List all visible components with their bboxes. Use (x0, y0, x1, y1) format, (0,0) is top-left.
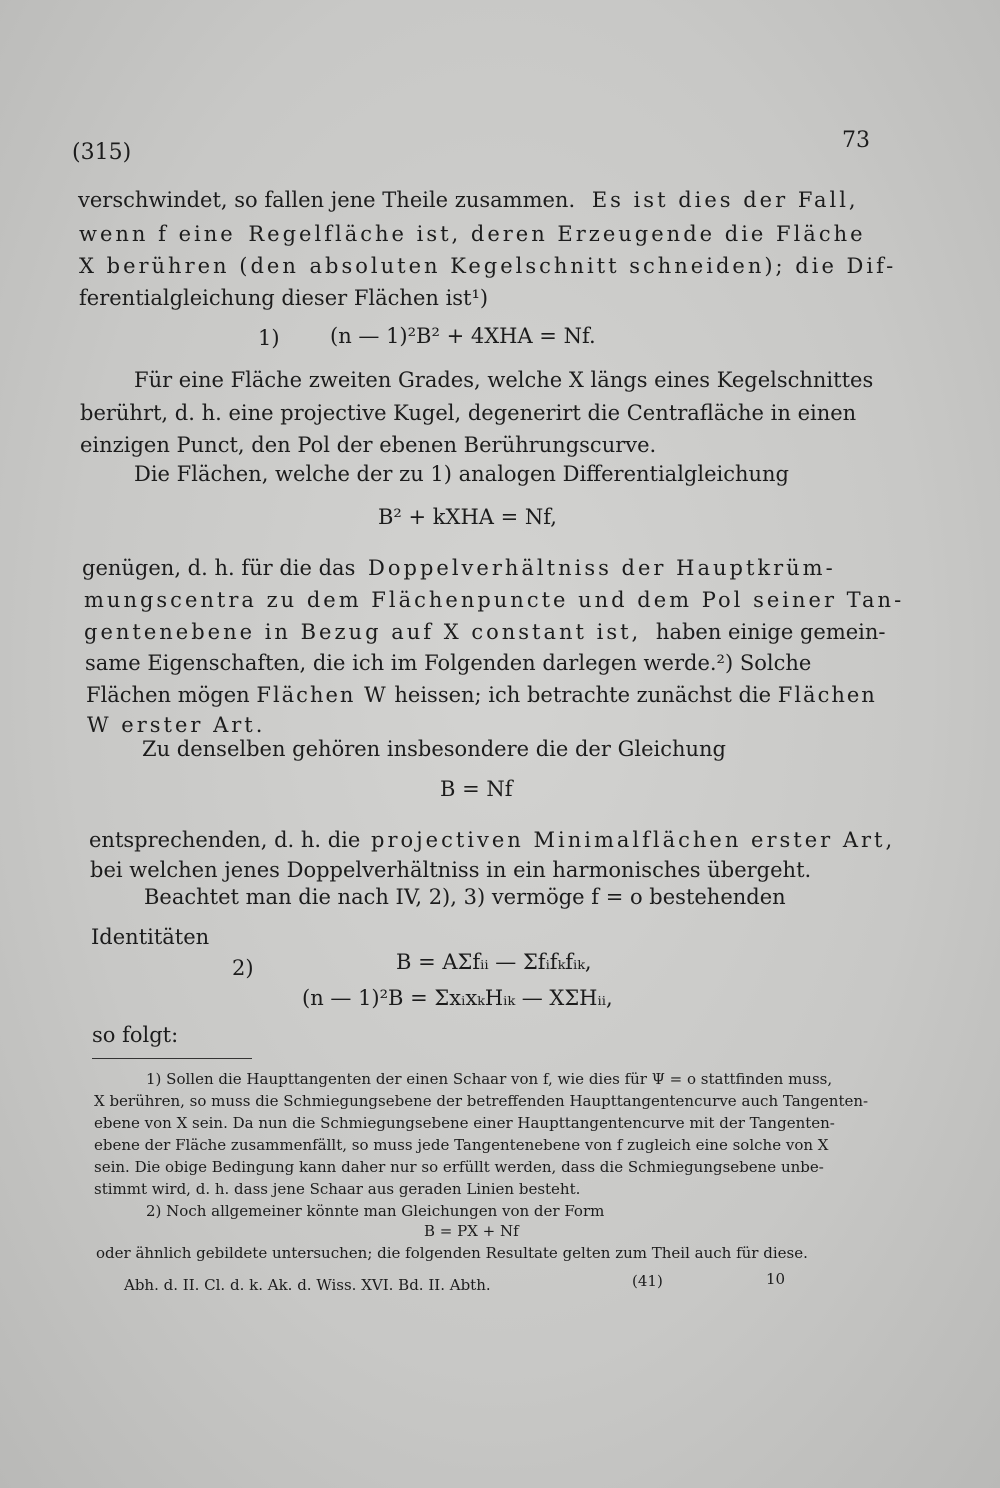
page-number: 73 (842, 128, 870, 153)
footnote-equation: B = PX + Nf (424, 1222, 519, 1240)
section-number: (315) (72, 140, 132, 165)
text-segment: entsprechenden, d. h. die (89, 828, 361, 852)
text-line: same Eigenschaften, die ich im Folgenden darlegen werde.²) Solche (85, 651, 812, 675)
text-segment: verschwindet, so fallen jene Theile zusammen. (78, 188, 576, 212)
spaced-text: absoluten Kegelschnitt schneiden); die Dif- (309, 254, 897, 278)
text-line: Beachtet man die nach IV, 2), 3) vermöge f = o bestehenden (144, 885, 786, 909)
text-line: bei welchen jenes Doppelverhältniss in ein harmonisches übergeht. (90, 858, 812, 882)
text-segment: Flächen mögen (86, 683, 250, 707)
footnote-line: 2) Noch allgemeiner könnte man Gleichungen von der Form (146, 1202, 605, 1220)
spaced-text: projectiven Minimalflächen erster Art, (371, 828, 896, 852)
spaced-text: Doppelverhältniss der Hauptkrüm- (368, 556, 836, 580)
text-line: Die Flächen, welche der zu 1) analogen Differentialgleichung (134, 462, 789, 486)
spaced-text: wenn f eine (79, 222, 236, 246)
equation: (n — 1)²B² + 4XHA = Nf. (330, 324, 596, 348)
text-line: Für eine Fläche zweiten Grades, welche X längs eines Kegelschnittes (134, 368, 874, 392)
text-line: einzigen Punct, den Pol der ebenen Berührungscurve. (80, 433, 657, 457)
text-segment: heissen; ich betrachte zunächst die (394, 683, 772, 707)
text-line (89, 825, 895, 855)
equation: B² + kXHA = Nf, (378, 505, 557, 529)
spaced-text: Flächen (777, 683, 877, 707)
text-line: so folgt: (92, 1023, 179, 1047)
text-line (79, 251, 896, 281)
text-segment: genügen, d. h. für die das (82, 556, 356, 580)
spaced-text: gentenebene in Bezug auf X constant ist, (84, 620, 642, 644)
equation: B = AΣfᵢᵢ — Σfᵢfₖfᵢₖ, (396, 950, 592, 974)
spaced-text: Es ist dies der Fall, (591, 188, 859, 212)
footnote-line: ebene der Fläche zusammenfällt, so muss jede Tangentenebene von f zugleich eine solche von X (94, 1136, 829, 1154)
text-line: Zu denselben gehören insbesondere die der Gleichung (142, 737, 726, 761)
footnote-line: ebene von X sein. Da nun die Schmiegungsebene einer Haupttangentencurve mit der Tangenten- (94, 1114, 835, 1132)
text-line: Identitäten (91, 925, 210, 949)
text-segment: haben einige gemein- (655, 620, 886, 644)
text-line (82, 553, 836, 583)
text-line: ferentialgleichung dieser Flächen ist¹) (79, 286, 489, 310)
text-line: berührt, d. h. eine projective Kugel, degenerirt die Centrafläche in einen (80, 401, 857, 425)
equation: (n — 1)²B = ΣxᵢxₖHᵢₖ — XΣHᵢᵢ, (302, 986, 613, 1010)
footnote-line: sein. Die obige Bedingung kann daher nur so erfüllt werden, dass die Schmiegungsebene unbe- (94, 1158, 824, 1176)
text-line (86, 680, 877, 710)
spaced-text: Flächen W (256, 683, 388, 707)
footnote-line: oder ähnlich gebildete untersuchen; die folgenden Resultate gelten zum Theil auch für diese. (96, 1244, 808, 1262)
spaced-text: X berühren (den (79, 254, 299, 278)
footnote-divider (92, 1058, 252, 1059)
spaced-text: Regelfläche ist, deren Erzeugende die Fläche (248, 222, 866, 246)
text-line (84, 617, 886, 647)
footnote-line: X berühren, so muss die Schmiegungsebene der betreffenden Haupttangentencurve auch Tangenten- (94, 1092, 869, 1110)
text-line: W erster Art. (87, 713, 266, 737)
equation-number: 1) (258, 326, 280, 350)
equation: B = Nf (440, 777, 513, 801)
sheet-number: (41) (632, 1272, 663, 1290)
equation-number: 2) (232, 956, 254, 980)
publication-reference: Abh. d. II. Cl. d. k. Ak. d. Wiss. XVI. Bd. II. Abth. (124, 1276, 491, 1294)
text-line: mungscentra zu dem Flächenpuncte und dem Pol seiner Tan- (84, 588, 905, 612)
text-line (79, 219, 866, 249)
footnote-line: 1) Sollen die Haupttangenten der einen Schaar von f, wie dies für Ψ = o stattfinden muss, (146, 1070, 833, 1088)
footnote-line: stimmt wird, d. h. dass jene Schaar aus geraden Linien besteht. (94, 1180, 581, 1198)
signature-mark: 10 (766, 1270, 786, 1288)
text-line (78, 185, 859, 215)
